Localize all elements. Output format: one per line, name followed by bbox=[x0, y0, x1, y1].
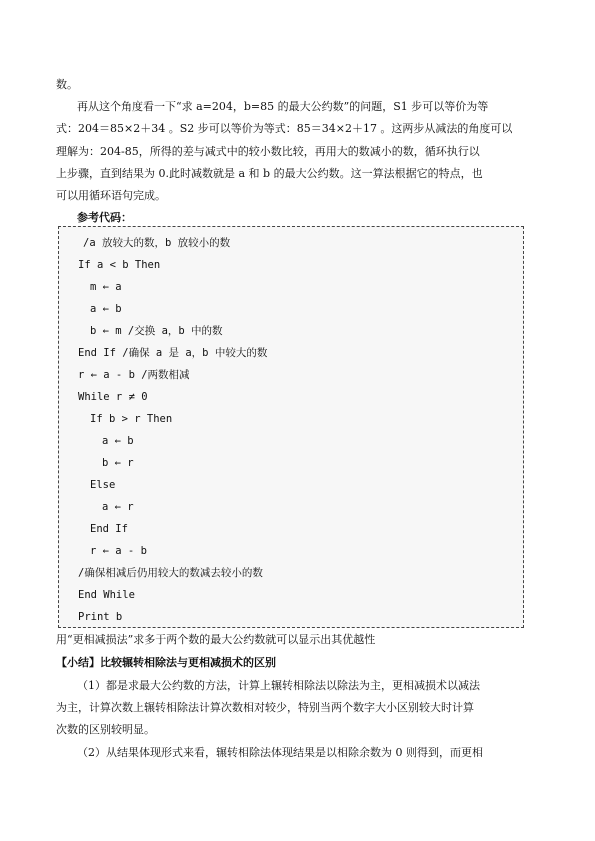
code-line: b ← m /交换 a，b 中的数 bbox=[90, 325, 223, 337]
summary-heading: 【小结】比较辗转相除法与更相减损术的区别 bbox=[56, 656, 276, 669]
paragraph-line: 式：204＝85×2＋34 。S2 步可以等价为等式：85＝34×2＋17 。这两步从减法的角度可以 bbox=[56, 122, 513, 135]
code-line: b ← r bbox=[102, 457, 134, 469]
code-line: a ← r bbox=[102, 501, 134, 513]
code-line: If b > r Then bbox=[90, 413, 173, 425]
paragraph-line: 理解为：204-85，所得的差与减式中的较小数比较，再用大的数减小的数，循环执行以 bbox=[56, 145, 480, 158]
code-line: /确保相减后仍用较大的数减去较小的数 bbox=[78, 567, 263, 579]
reference-code-heading: 参考代码： bbox=[77, 211, 132, 224]
code-line: If a < b Then bbox=[78, 259, 161, 271]
code-line: /a 放较大的数，b 放较小的数 bbox=[83, 237, 231, 249]
paragraph-line: 可以用循环语句完成。 bbox=[56, 189, 166, 202]
code-line: While r ≠ 0 bbox=[78, 391, 148, 403]
code-line: Else bbox=[90, 479, 116, 491]
code-line: m ← a bbox=[90, 281, 122, 293]
paragraph-line: 次数的区别较明显。 bbox=[56, 723, 155, 736]
code-line: Print b bbox=[78, 611, 123, 623]
paragraph-fragment: 数。 bbox=[56, 78, 78, 91]
paragraph-line: 再从这个角度看一下“求 a=204，b=85 的最大公约数”的问题，S1 步可以等价为等 bbox=[77, 100, 489, 113]
paragraph-line: （2）从结果体现形式来看，辗转相除法体现结果是以相除余数为 0 则得到，而更相 bbox=[77, 746, 483, 759]
code-line: End If bbox=[90, 523, 128, 535]
paragraph-line: 用“更相减损法”求多于两个数的最大公约数就可以显示出其优越性 bbox=[56, 633, 376, 646]
code-line: End While bbox=[78, 589, 135, 601]
paragraph-line: 上步骤，直到结果为 0.此时减数就是 a 和 b 的最大公约数。这一算法根据它的特点，也 bbox=[56, 167, 483, 180]
code-line: r ← a - b bbox=[90, 545, 147, 557]
code-line: a ← b bbox=[90, 303, 122, 315]
code-block bbox=[58, 226, 524, 628]
paragraph-line: 为主，计算次数上辗转相除法计算次数相对较少，特别当两个数字大小区别较大时计算 bbox=[56, 701, 474, 714]
code-line: a ← b bbox=[102, 435, 134, 447]
code-line: r ← a - b /两数相减 bbox=[78, 369, 190, 381]
paragraph-line: （1）都是求最大公约数的方法，计算上辗转相除法以除法为主，更相减损术以减法 bbox=[77, 679, 480, 692]
code-line: End If /确保 a 是 a，b 中较大的数 bbox=[78, 347, 268, 359]
